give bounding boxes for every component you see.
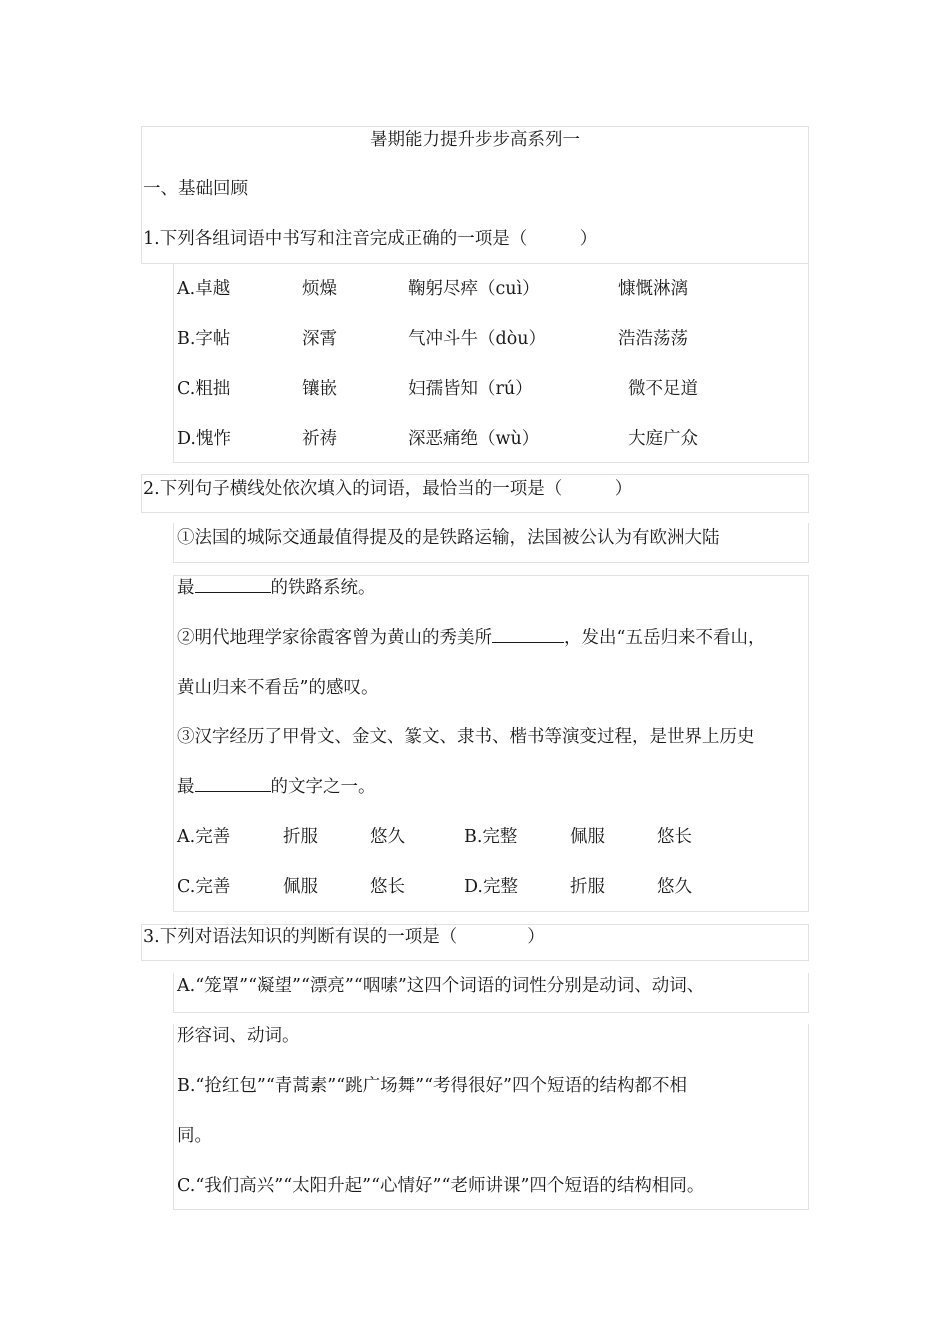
q3-option-b-line1: B.“抢红包”“青蒿素”“跳广场舞”“考得很好”四个短语的结构都不相 xyxy=(177,1076,687,1096)
q1-option-d-4: 大庭广众 xyxy=(628,429,698,449)
q1-option-b-1: B.字帖 xyxy=(177,329,231,349)
q2-option-a-1: A.完善 xyxy=(177,827,231,847)
q2-sentence-1a: ①法国的城际交通最值得提及的是铁路运输，法国被公认为有欧洲大陆 xyxy=(177,528,720,548)
q1-option-a-1: A.卓越 xyxy=(177,279,231,299)
q1-option-b-4: 浩浩荡荡 xyxy=(618,329,688,349)
section-heading: 一、基础回顾 xyxy=(143,179,248,199)
q1-option-d-2: 祈祷 xyxy=(302,429,337,449)
q1-option-a-3: 鞠躬尽瘁（cuì） xyxy=(408,279,540,299)
q3-option-a-line2: 形容词、动词。 xyxy=(177,1026,300,1046)
q2-option-a-2: 折服 xyxy=(283,827,318,847)
q1-option-d-1: D.愧怍 xyxy=(177,429,231,449)
q2-option-c-3: 悠长 xyxy=(370,877,405,897)
q2-option-b-1: B.完整 xyxy=(464,827,518,847)
q1-option-a-2: 烦燥 xyxy=(302,279,337,299)
q2-option-c-2: 佩服 xyxy=(283,877,318,897)
page-title: 暑期能力提升步步高系列一 xyxy=(370,130,580,150)
q1-stem: 1.下列各组词语中书写和注音完成正确的一项是（ ） xyxy=(143,229,598,249)
fill-blank-2 xyxy=(492,628,564,643)
q1-option-c-4: 微不足道 xyxy=(628,379,698,399)
q2-sentence-3b-post: 的文字之一。 xyxy=(270,777,376,797)
q1-option-b-2: 深霄 xyxy=(302,329,337,349)
q1-option-c-2: 镶嵌 xyxy=(302,379,337,399)
q3-option-b-line2: 同。 xyxy=(177,1126,212,1146)
q2-sentence-2a-post: ，发出“五岳归来不看山， xyxy=(564,628,766,648)
fill-blank-3 xyxy=(195,777,271,792)
q3-option-c-line1: C.“我们高兴”“太阳升起”“心情好”“老师讲课”四个短语的结构相同。 xyxy=(177,1176,705,1196)
q2-sentence-3b-pre: 最 xyxy=(177,777,195,797)
q2-sentence-1b-pre: 最 xyxy=(177,578,195,598)
q2-sentence-1b-post: 的铁路系统。 xyxy=(270,578,376,598)
q2-option-b-2: 佩服 xyxy=(570,827,605,847)
q3-stem: 3.下列对语法知识的判断有误的一项是（ ） xyxy=(143,927,545,947)
q2-sentence-2a xyxy=(177,627,765,649)
q2-sentence-1b xyxy=(177,577,376,599)
q2-option-d-1: D.完整 xyxy=(464,877,518,897)
q2-stem: 2.下列句子横线处依次填入的词语，最恰当的一项是（ ） xyxy=(143,479,633,499)
q1-option-d-3: 深恶痛绝（wù） xyxy=(408,429,540,449)
q2-option-a-3: 悠久 xyxy=(370,827,405,847)
q2-sentence-3b xyxy=(177,776,376,798)
fill-blank-1 xyxy=(195,578,271,593)
q3-option-a-line1: A.“笼罩”“凝望”“漂亮”“咽嗉”这四个词语的词性分别是动词、动词、 xyxy=(177,976,705,996)
q2-option-b-3: 悠长 xyxy=(657,827,692,847)
q2-option-d-3: 悠久 xyxy=(657,877,692,897)
q1-option-a-4: 慷慨淋漓 xyxy=(618,279,688,299)
q1-option-b-3: 气冲斗牛（dòu） xyxy=(408,329,547,349)
q2-option-d-2: 折服 xyxy=(570,877,605,897)
q2-option-c-1: C.完善 xyxy=(177,877,231,897)
q2-sentence-2b: 黄山归来不看岳”的感叹。 xyxy=(177,678,379,698)
q1-option-c-3: 妇孺皆知（rú） xyxy=(408,379,533,399)
q2-sentence-3a: ③汉字经历了甲骨文、金文、篆文、隶书、楷书等演变过程，是世界上历史 xyxy=(177,727,755,747)
q2-sentence-2a-pre: ②明代地理学家徐霞客曾为黄山的秀美所 xyxy=(177,628,492,648)
q1-option-c-1: C.粗拙 xyxy=(177,379,231,399)
